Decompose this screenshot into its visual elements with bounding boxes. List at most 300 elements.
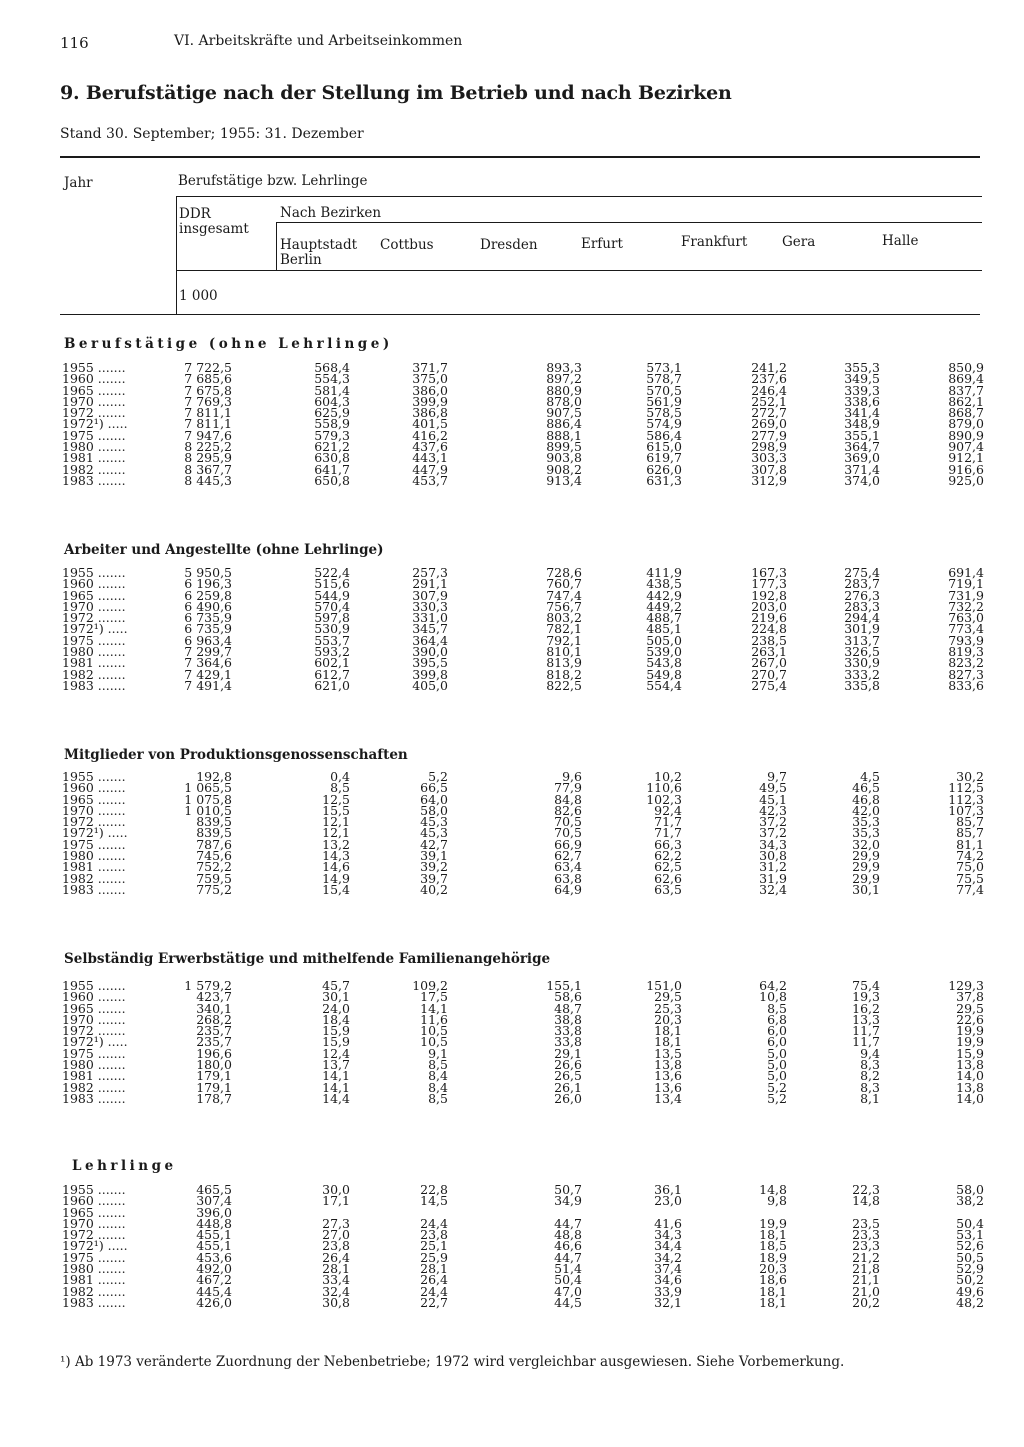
table-cell: 869,4 bbox=[948, 371, 984, 387]
table-cell: 426,0 bbox=[196, 1294, 232, 1310]
table-cell: 492,0 bbox=[196, 1261, 232, 1277]
table-cell: 19,9 bbox=[956, 1034, 984, 1050]
table-cell: 49,5 bbox=[759, 780, 787, 796]
table-cell: 41,6 bbox=[654, 1215, 682, 1231]
table-row bbox=[62, 1079, 984, 1095]
table-cell: 177,3 bbox=[751, 576, 787, 592]
table-cell: 179,1 bbox=[196, 1068, 232, 1084]
section-title-berufstaetige: Berufstätige (ohne Lehrlinge) bbox=[64, 336, 393, 352]
table-cell: 58,0 bbox=[420, 802, 448, 818]
table-cell: 8,1 bbox=[860, 1090, 880, 1106]
table-cell: 307,8 bbox=[751, 461, 787, 477]
table-cell: 448,8 bbox=[196, 1215, 232, 1231]
table-cell: 752,2 bbox=[196, 859, 232, 875]
table-cell: 7 685,6 bbox=[184, 371, 232, 387]
table-cell: 833,6 bbox=[948, 677, 984, 693]
section-rows bbox=[62, 978, 984, 1106]
table-cell: 897,2 bbox=[546, 371, 582, 387]
table-cell: 257,3 bbox=[412, 565, 448, 580]
table-cell: 18,9 bbox=[759, 1249, 787, 1265]
table-cell: 916,6 bbox=[948, 461, 984, 477]
table-cell: 1 579,2 bbox=[184, 978, 232, 993]
table-cell: 50,4 bbox=[956, 1215, 984, 1231]
year-label: 1965 ....... bbox=[62, 1000, 126, 1016]
section-title-arbeiter: Arbeiter und Angestellte (ohne Lehrlinge) bbox=[64, 542, 384, 558]
table-cell: 32,0 bbox=[852, 836, 880, 852]
table-cell: 544,9 bbox=[314, 587, 350, 603]
table-cell: 45,3 bbox=[420, 814, 448, 830]
table-cell: 52,6 bbox=[956, 1238, 984, 1254]
year-label: 1972 ....... bbox=[62, 814, 126, 830]
section-rows bbox=[62, 360, 984, 488]
table-cell: 868,7 bbox=[948, 405, 984, 421]
table-cell: 28,1 bbox=[420, 1261, 448, 1277]
table-cell: 338,6 bbox=[844, 393, 880, 409]
table-cell: 75,4 bbox=[852, 978, 880, 993]
header-bottom-rule bbox=[60, 314, 980, 315]
table-cell: 92,4 bbox=[654, 802, 682, 818]
table-row bbox=[62, 1249, 984, 1265]
table-cell: 62,2 bbox=[654, 848, 682, 864]
table-cell: 625,9 bbox=[314, 405, 350, 421]
table-cell: 14,9 bbox=[322, 870, 350, 886]
table-row bbox=[62, 1204, 932, 1220]
table-cell: 34,6 bbox=[654, 1272, 682, 1288]
table-cell: 6,0 bbox=[767, 1023, 787, 1039]
table-cell: 17,5 bbox=[420, 989, 448, 1005]
table-cell: 5,2 bbox=[767, 1090, 787, 1106]
year-label: 1960 ....... bbox=[62, 1193, 126, 1209]
table-row bbox=[62, 859, 984, 875]
year-label: 1970 ....... bbox=[62, 802, 126, 818]
table-cell: 7 811,1 bbox=[184, 416, 232, 432]
table-row bbox=[62, 1283, 984, 1299]
section-title-selbstaendige: Selbständig Erwerbstätige und mithelfende Familienangehörige bbox=[64, 951, 551, 967]
table-cell: 579,3 bbox=[314, 427, 350, 443]
section-rows bbox=[62, 1182, 984, 1310]
table-row bbox=[62, 1011, 984, 1027]
table-cell: 13,4 bbox=[654, 1090, 682, 1106]
table-cell: 330,3 bbox=[412, 598, 448, 614]
table-cell: 369,0 bbox=[844, 450, 880, 466]
header-group: Berufstätige bzw. Lehrlinge bbox=[178, 173, 368, 189]
table-cell: 1 075,8 bbox=[184, 791, 232, 807]
table-cell: 14,8 bbox=[759, 1182, 787, 1197]
table-cell: 235,7 bbox=[196, 1023, 232, 1039]
table-cell: 586,4 bbox=[646, 427, 682, 443]
table-cell: 465,5 bbox=[196, 1182, 232, 1197]
table-cell: 66,5 bbox=[420, 780, 448, 796]
table-cell: 23,5 bbox=[852, 1215, 880, 1231]
table-cell: 822,5 bbox=[546, 677, 582, 693]
table-cell: 39,7 bbox=[420, 870, 448, 886]
table-cell: 307,9 bbox=[412, 587, 448, 603]
table-cell: 45,1 bbox=[759, 791, 787, 807]
year-label: 1965 ....... bbox=[62, 1204, 126, 1220]
table-row bbox=[62, 1261, 984, 1277]
table-cell: 570,4 bbox=[314, 598, 350, 614]
header-rule-2 bbox=[276, 222, 982, 223]
table-row bbox=[62, 978, 984, 993]
table-cell: 21,2 bbox=[852, 1249, 880, 1265]
table-cell: 850,9 bbox=[948, 360, 984, 375]
table-cell: 179,1 bbox=[196, 1079, 232, 1095]
table-cell: 63,5 bbox=[654, 881, 682, 897]
table-cell: 445,4 bbox=[196, 1283, 232, 1299]
table-cell: 102,3 bbox=[646, 791, 682, 807]
table-cell: 573,1 bbox=[646, 360, 682, 375]
table-cell: 442,9 bbox=[646, 587, 682, 603]
table-row bbox=[62, 1182, 984, 1197]
table-cell: 85,7 bbox=[956, 814, 984, 830]
table-cell: 107,3 bbox=[948, 802, 984, 818]
table-cell: 13,8 bbox=[956, 1057, 984, 1073]
table-cell: 112,3 bbox=[948, 791, 984, 807]
year-label: 1980 ....... bbox=[62, 848, 126, 864]
table-cell: 42,0 bbox=[852, 802, 880, 818]
table-cell: 8,3 bbox=[860, 1057, 880, 1073]
table-cell: 29,1 bbox=[554, 1045, 582, 1061]
table-cell: 275,4 bbox=[844, 565, 880, 580]
table-cell: 13,3 bbox=[852, 1011, 880, 1027]
table-cell: 19,3 bbox=[852, 989, 880, 1005]
table-cell: 621,2 bbox=[314, 439, 350, 455]
table-cell: 925,0 bbox=[948, 472, 984, 488]
table-cell: 7 491,4 bbox=[184, 677, 232, 693]
table-cell: 14,1 bbox=[322, 1079, 350, 1095]
table-cell: 6 735,9 bbox=[184, 610, 232, 626]
table-cell: 38,8 bbox=[554, 1011, 582, 1027]
table-cell: 691,4 bbox=[948, 565, 984, 580]
table-cell: 51,4 bbox=[554, 1261, 582, 1277]
table-cell: 64,2 bbox=[759, 978, 787, 993]
table-cell: 554,3 bbox=[314, 371, 350, 387]
year-label: 1970 ....... bbox=[62, 393, 126, 409]
table-cell: 612,7 bbox=[314, 666, 350, 682]
table-cell: 773,4 bbox=[948, 621, 984, 637]
table-cell: 48,7 bbox=[554, 1000, 582, 1016]
table-cell: 20,3 bbox=[654, 1011, 682, 1027]
table-cell: 37,2 bbox=[759, 825, 787, 841]
table-cell: 371,7 bbox=[412, 360, 448, 375]
table-cell: 25,9 bbox=[420, 1249, 448, 1265]
table-cell: 823,2 bbox=[948, 655, 984, 671]
table-cell: 8 225,2 bbox=[184, 439, 232, 455]
table-cell: 907,4 bbox=[948, 439, 984, 455]
table-cell: 62,7 bbox=[554, 848, 582, 864]
table-cell: 71,7 bbox=[654, 825, 682, 841]
table-cell: 14,1 bbox=[420, 1000, 448, 1016]
year-label: 1981 ....... bbox=[62, 655, 126, 671]
table-cell: 21,8 bbox=[852, 1261, 880, 1277]
table-cell: 5,0 bbox=[767, 1057, 787, 1073]
header-year: Jahr bbox=[64, 175, 93, 191]
table-cell: 238,5 bbox=[751, 632, 787, 648]
year-label: 1970 ....... bbox=[62, 1011, 126, 1027]
year-label: 1975 ....... bbox=[62, 427, 126, 443]
table-cell: 64,0 bbox=[420, 791, 448, 807]
table-cell: 34,3 bbox=[654, 1227, 682, 1243]
table-cell: 26,5 bbox=[554, 1068, 582, 1084]
header-district-halle: Halle bbox=[882, 233, 919, 249]
table-cell: 455,1 bbox=[196, 1227, 232, 1243]
table-cell: 29,5 bbox=[654, 989, 682, 1005]
table-cell: 732,2 bbox=[948, 598, 984, 614]
table-cell: 16,2 bbox=[852, 1000, 880, 1016]
table-cell: 879,0 bbox=[948, 416, 984, 432]
table-row bbox=[62, 870, 984, 886]
table-cell: 6 196,3 bbox=[184, 576, 232, 592]
table-cell: 6 259,8 bbox=[184, 587, 232, 603]
header-district-dresden: Dresden bbox=[480, 237, 538, 253]
table-cell: 19,9 bbox=[956, 1023, 984, 1039]
table-cell: 13,8 bbox=[654, 1057, 682, 1073]
table-cell: 192,8 bbox=[751, 587, 787, 603]
table-row bbox=[62, 836, 984, 852]
table-cell: 13,6 bbox=[654, 1079, 682, 1095]
year-label: 1972¹) ..... bbox=[62, 621, 128, 637]
table-cell: 903,8 bbox=[546, 450, 582, 466]
table-cell: 33,8 bbox=[554, 1034, 582, 1050]
header-by-districts: Nach Bezirken bbox=[280, 205, 382, 221]
table-cell: 18,1 bbox=[759, 1283, 787, 1299]
table-cell: 6 490,6 bbox=[184, 598, 232, 614]
table-cell: 615,0 bbox=[646, 439, 682, 455]
table-cell: 13,6 bbox=[654, 1068, 682, 1084]
table-cell: 110,6 bbox=[646, 780, 682, 796]
year-label: 1965 ....... bbox=[62, 791, 126, 807]
table-cell: 9,8 bbox=[767, 1193, 787, 1209]
year-label: 1960 ....... bbox=[62, 989, 126, 1005]
table-cell: 626,0 bbox=[646, 461, 682, 477]
table-cell: 912,1 bbox=[948, 450, 984, 466]
table-cell: 1 010,5 bbox=[184, 802, 232, 818]
table-cell: 401,5 bbox=[412, 416, 448, 432]
table-cell: 355,3 bbox=[844, 360, 880, 375]
table-cell: 15,9 bbox=[322, 1034, 350, 1050]
table-cell: 34,4 bbox=[654, 1238, 682, 1254]
table-cell: 386,8 bbox=[412, 405, 448, 421]
table-cell: 14,3 bbox=[322, 848, 350, 864]
table-cell: 818,2 bbox=[546, 666, 582, 682]
year-label: 1980 ....... bbox=[62, 644, 126, 660]
year-label: 1980 ....... bbox=[62, 439, 126, 455]
table-cell: 75,5 bbox=[956, 870, 984, 886]
table-cell: 443,1 bbox=[412, 450, 448, 466]
table-cell: 18,1 bbox=[654, 1023, 682, 1039]
section-rows bbox=[62, 565, 984, 693]
table-cell: 375,0 bbox=[412, 371, 448, 387]
year-label: 1965 ....... bbox=[62, 382, 126, 398]
table-cell: 390,0 bbox=[412, 644, 448, 660]
table-cell: 294,4 bbox=[844, 610, 880, 626]
table-cell: 399,8 bbox=[412, 666, 448, 682]
year-label: 1983 ....... bbox=[62, 1294, 126, 1310]
table-cell: 32,1 bbox=[654, 1294, 682, 1310]
year-label: 1955 ....... bbox=[62, 1182, 126, 1197]
table-cell: 18,1 bbox=[759, 1294, 787, 1310]
table-cell: 11,7 bbox=[852, 1023, 880, 1039]
table-row bbox=[62, 802, 984, 818]
table-row bbox=[62, 677, 984, 693]
table-cell: 22,8 bbox=[420, 1182, 448, 1197]
table-cell: 7 675,8 bbox=[184, 382, 232, 398]
table-cell: 12,1 bbox=[322, 825, 350, 841]
table-cell: 46,5 bbox=[852, 780, 880, 796]
table-row bbox=[62, 825, 984, 841]
table-cell: 42,3 bbox=[759, 802, 787, 818]
year-label: 1960 ....... bbox=[62, 371, 126, 387]
table-cell: 33,4 bbox=[322, 1272, 350, 1288]
table-cell: 15,5 bbox=[322, 802, 350, 818]
table-cell: 23,8 bbox=[420, 1227, 448, 1243]
header-unit: 1 000 bbox=[179, 288, 218, 304]
table-cell: 787,6 bbox=[196, 836, 232, 852]
table-row bbox=[62, 1057, 984, 1073]
table-cell: 7 947,6 bbox=[184, 427, 232, 443]
table-cell: 32,4 bbox=[759, 881, 787, 897]
table-cell: 8,5 bbox=[330, 780, 350, 796]
table-cell: 371,4 bbox=[844, 461, 880, 477]
table-cell: 886,4 bbox=[546, 416, 582, 432]
table-cell: 81,1 bbox=[956, 836, 984, 852]
table-cell: 553,7 bbox=[314, 632, 350, 648]
table-cell: 298,9 bbox=[751, 439, 787, 455]
table-cell: 39,1 bbox=[420, 848, 448, 864]
table-cell: 437,6 bbox=[412, 439, 448, 455]
year-label: 1982 ....... bbox=[62, 870, 126, 886]
table-cell: 349,5 bbox=[844, 371, 880, 387]
table-cell: 578,5 bbox=[646, 405, 682, 421]
table-cell: 35,3 bbox=[852, 814, 880, 830]
table-cell: 878,0 bbox=[546, 393, 582, 409]
table-row bbox=[62, 1034, 984, 1050]
header-rule-1 bbox=[176, 196, 982, 197]
table-cell: 75,0 bbox=[956, 859, 984, 875]
table-cell: 810,1 bbox=[546, 644, 582, 660]
table-cell: 819,3 bbox=[948, 644, 984, 660]
table-cell: 151,0 bbox=[646, 978, 682, 993]
table-cell: 303,3 bbox=[751, 450, 787, 466]
table-cell: 283,3 bbox=[844, 598, 880, 614]
table-cell: 180,0 bbox=[196, 1057, 232, 1073]
table-cell: 8,5 bbox=[767, 1000, 787, 1016]
table-cell: 269,0 bbox=[751, 416, 787, 432]
table-cell: 46,6 bbox=[554, 1238, 582, 1254]
table-cell: 793,9 bbox=[948, 632, 984, 648]
table-cell: 570,5 bbox=[646, 382, 682, 398]
table-cell: 17,1 bbox=[322, 1193, 350, 1209]
table-cell: 312,9 bbox=[751, 472, 787, 488]
table-cell: 8,4 bbox=[428, 1079, 448, 1095]
section-title-lehrlinge: Lehrlinge bbox=[72, 1158, 177, 1174]
table-cell: 32,4 bbox=[322, 1283, 350, 1299]
table-cell: 8,5 bbox=[428, 1090, 448, 1106]
table-cell: 13,5 bbox=[654, 1045, 682, 1061]
table-cell: 880,9 bbox=[546, 382, 582, 398]
table-cell: 30,8 bbox=[759, 848, 787, 864]
table-row bbox=[62, 1000, 984, 1016]
table-cell: 301,9 bbox=[844, 621, 880, 637]
table-cell: 641,7 bbox=[314, 461, 350, 477]
table-cell: 18,4 bbox=[322, 1011, 350, 1027]
table-cell: 66,9 bbox=[554, 836, 582, 852]
table-cell: 395,5 bbox=[412, 655, 448, 671]
table-cell: 8 295,9 bbox=[184, 450, 232, 466]
table-row bbox=[62, 1215, 984, 1231]
year-label: 1983 ....... bbox=[62, 1090, 126, 1106]
table-cell: 11,6 bbox=[420, 1011, 448, 1027]
year-label: 1975 ....... bbox=[62, 1045, 126, 1061]
table-cell: 29,9 bbox=[852, 848, 880, 864]
table-cell: 515,6 bbox=[314, 576, 350, 592]
table-title: 9. Berufstätige nach der Stellung im Betrieb und nach Bezirken bbox=[60, 82, 732, 104]
table-cell: 23,3 bbox=[852, 1238, 880, 1254]
table-cell: 34,9 bbox=[554, 1193, 582, 1209]
table-cell: 27,3 bbox=[322, 1215, 350, 1231]
table-cell: 14,5 bbox=[420, 1193, 448, 1209]
table-cell: 74,2 bbox=[956, 848, 984, 864]
table-cell: 291,1 bbox=[412, 576, 448, 592]
table-cell: 5,2 bbox=[767, 1079, 787, 1095]
year-label: 1981 ....... bbox=[62, 1272, 126, 1288]
table-cell: 574,9 bbox=[646, 416, 682, 432]
table-cell: 374,0 bbox=[844, 472, 880, 488]
table-cell: 29,9 bbox=[852, 870, 880, 886]
year-label: 1975 ....... bbox=[62, 836, 126, 852]
year-label: 1955 ....... bbox=[62, 360, 126, 375]
table-cell: 558,9 bbox=[314, 416, 350, 432]
table-cell: 307,4 bbox=[196, 1193, 232, 1209]
table-cell: 77,9 bbox=[554, 780, 582, 796]
table-cell: 58,0 bbox=[956, 1182, 984, 1197]
table-cell: 27,0 bbox=[322, 1227, 350, 1243]
year-label: 1983 ....... bbox=[62, 677, 126, 693]
table-row bbox=[62, 1068, 984, 1084]
table-cell: 631,3 bbox=[646, 472, 682, 488]
table-cell: 48,8 bbox=[554, 1227, 582, 1243]
year-label: 1975 ....... bbox=[62, 1249, 126, 1265]
year-label: 1981 ....... bbox=[62, 1068, 126, 1084]
table-cell: 178,7 bbox=[196, 1090, 232, 1106]
table-cell: 52,9 bbox=[956, 1261, 984, 1277]
year-label: 1970 ....... bbox=[62, 598, 126, 614]
table-cell: 405,0 bbox=[412, 677, 448, 693]
table-row bbox=[62, 1294, 984, 1310]
table-cell: 272,7 bbox=[751, 405, 787, 421]
table-cell: 335,8 bbox=[844, 677, 880, 693]
table-cell: 26,1 bbox=[554, 1079, 582, 1095]
table-cell: 423,7 bbox=[196, 989, 232, 1005]
page-number: 116 bbox=[60, 34, 89, 52]
table-cell: 13,7 bbox=[322, 1057, 350, 1073]
table-cell: 37,8 bbox=[956, 989, 984, 1005]
table-cell: 33,8 bbox=[554, 1023, 582, 1039]
table-cell: 58,6 bbox=[554, 989, 582, 1005]
table-cell: 604,3 bbox=[314, 393, 350, 409]
table-cell: 8,4 bbox=[428, 1068, 448, 1084]
year-label: 1982 ....... bbox=[62, 1283, 126, 1299]
table-cell: 621,0 bbox=[314, 677, 350, 693]
table-row bbox=[62, 1193, 984, 1209]
table-cell: 44,7 bbox=[554, 1215, 582, 1231]
table-cell: 70,5 bbox=[554, 814, 582, 830]
table-cell: 112,5 bbox=[948, 780, 984, 796]
running-head: VI. Arbeitskräfte und Arbeitseinkommen bbox=[174, 33, 463, 49]
table-cell: 34,3 bbox=[759, 836, 787, 852]
header-district-frankfurt: Frankfurt bbox=[681, 234, 748, 250]
table-cell: 50,4 bbox=[554, 1272, 582, 1288]
